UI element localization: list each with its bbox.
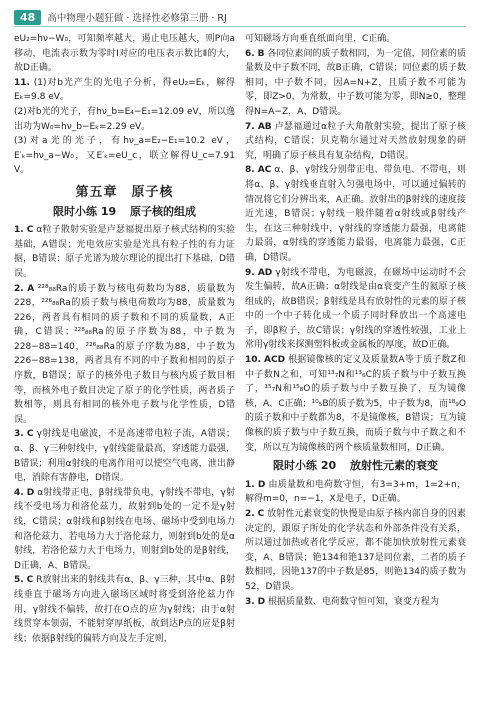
answer-key: C (26, 575, 34, 586)
answer-number: 7. (245, 121, 255, 132)
answer-key: C (26, 225, 34, 236)
section-heading-20 (245, 459, 466, 474)
answer-item (245, 266, 466, 354)
answer-11-line-2: (2)对b光的光子，有hν_b=E₄−E₁=12.09 eV，所以逸出功为W₀=hν_b−Eₖ=2.29 eV。 (14, 106, 235, 132)
answer-number: 1. (14, 225, 24, 236)
answer-11-line-1: (1)对b光产生的光电子分析，得eU₂=Eₖ，解得Eₖ=9.8 eV。 (14, 77, 235, 103)
answer-item (245, 47, 466, 120)
answer-number: 2. (14, 283, 24, 294)
page-header (14, 8, 466, 27)
page (14, 8, 466, 706)
answer-explanation: α、β、γ射线分别带正电、带负电、不带电，则将α、β、γ射线垂直射入匀强电场中，可以通过偏转的情况将它们分辨出来，A正确。放射出的β射线的速度接近光速，B错误；γ射线一般伴随着α射线或β射线产生，在这三种射线中，γ射线的穿透能力最强，电离能力最弱，α射线的穿透能力最弱，电离能力最强，C正确，D错误。 (245, 165, 466, 263)
answer-explanation: α射线带正电，β射线带负电，γ射线不带电，γ射线不受电场力和洛伦兹力，故射到b处的一定不是γ射线，C错误；α射线和β射线在电场、磁场中受到电场力和洛伦兹力，若电场力大于洛伦兹力，则射到b处的是α射线，若洛伦兹力大于电场力，则射到b处的是β射线，D正确，A、B错误。 (14, 487, 235, 571)
answer-explanation: 由质量数和电荷数守恒，有3=3+m，1=2+n，解得m=0，n=−1，X是电子，D正确。 (245, 479, 466, 505)
answer-explanation: 各同位素间的质子数相同，为一定值，同位素的质量数及中子数不同，故B正确，C错误；同位素的质子数相同，中子数不同，因A=N+Z，且质子数不可能为零，即Z>0，为常数，中子数可能为零，即N≥0，整理得N=A−Z，A、D错误。 (245, 48, 466, 117)
answer-explanation: 卢瑟福通过α粒子大角散射实验，提出了原子核式结构，C错误；贝克勒尔通过对天然放射现象的研究，明确了原子核具有复杂结构，D错误。 (245, 121, 466, 161)
answer-item (245, 478, 466, 507)
answer-key: A (27, 283, 35, 294)
answer-number: 3. (14, 429, 24, 440)
two-column-body (14, 32, 466, 646)
answer-item (245, 353, 466, 455)
answer-item (14, 223, 235, 281)
right-column (245, 32, 466, 646)
answer-item (245, 595, 466, 610)
chapter-title: 第五章 原子核 (75, 184, 174, 200)
section-title: 放射性元素的衰变 (349, 459, 438, 473)
answer-number: 9. (245, 267, 255, 278)
answer-item (14, 427, 235, 485)
answer-item (245, 163, 466, 265)
answer-key: ACD (264, 355, 286, 366)
left-column (14, 32, 235, 646)
book-title: 高中物理小题狂做 · 选择性必修第三册 · RJ (47, 13, 227, 24)
answer-key: AD (257, 267, 273, 278)
answer-key: D (257, 479, 266, 490)
answer-11-line-3: (3)对a光的光子，有hν_a=E₂−E₁=10.2 eV，E′ₖ=hν_a−W₀，又E′ₖ=eU_c，联立解得U_c=7.91 V。 (14, 136, 235, 176)
answer-number: 8. (245, 165, 255, 176)
answer-number: 3. (245, 596, 255, 607)
answer-number: 5. (14, 575, 24, 586)
answer-number: 4. (14, 487, 24, 498)
section-number: 限时小练 20 (273, 459, 337, 473)
answer-explanation: 放射性元素衰变的快慢是由原子核内部自身的因素决定的，跟原子所处的化学状态和外部条件没有关系，所以通过加热或者化学反应，都不能加快放射性元素衰变，A、B错误；铯134和铯137是同位素，二者的质子数相同，因铯137的中子数是85，则铯134的质子数为52，D错误。 (245, 509, 466, 592)
page-number: 48 (14, 10, 41, 25)
answer-11 (14, 76, 235, 105)
answer-explanation: γ射线是电磁波，不是高速带电粒子流，A错误；α、β、γ三种射线中，γ射线能量最高，穿透能力最强，B错误；利用α射线的电离作用可以使空气电离，泄出静电，消除有害静电，D错误。 (14, 429, 235, 484)
answer-item (245, 507, 466, 595)
answer-item (14, 486, 235, 574)
section-heading-19 (14, 205, 235, 220)
answer-item (14, 282, 235, 428)
answer-number: 11. (14, 77, 30, 88)
answer-key: B (257, 48, 265, 59)
answer-explanation: γ射线不带电，为电磁波，在磁场中运动时不会发生偏转，故A正确；α射线是由α衰变产生的氦原子核组成的，故B错误；β射线是具有放射性的元素的原子核中的一个中子转化成一个质子同时释放出一个高速电子，即β粒子，故C错误；γ射线的穿透性较强，工业上常用γ射线来探测塑料板或金属板的厚度，故D正确。 (245, 267, 466, 351)
answer-item (245, 120, 466, 164)
answer-key: D (257, 596, 266, 607)
answer-explanation: R放射出来的射线共有α、β、γ三种，其中α、β射线垂直于磁场方向进入磁场区域时将受到洛伦兹力作用，γ射线不偏转，故打在O点的应为γ射线；由于α射线贯穿本领弱，不能射穿厚纸板，故到达P点的应是β射线；依据β射线的偏转方向及左手定则， (14, 575, 235, 644)
answer-explanation: α粒子散射实验是卢瑟福提出原子核式结构的实验基础，A错误；光电效应实验是光具有粒子性的有力证据，B错误；原子光谱为玻尔理论的提出打下基础，D错误。 (14, 225, 235, 279)
answer-key: AB (257, 121, 272, 132)
answer-key: AC (257, 165, 272, 176)
answer-key: C (257, 509, 265, 519)
answer-key: C (26, 429, 34, 440)
continued-text: eU₂=hν−W₀，可知频率越大，遏止电压越大，则P向a移动，电流表示数为零时Ⅰ对应的电压表示数比Ⅱ的大，故D正确。 (14, 34, 235, 74)
answer-explanation: 根据镜像核的定义及质量数A等于质子数Z和中子数N之和，可知¹³₇N和¹³₆C的质子数与中子数互换了，¹⁵₇N和¹⁵₈O的质子数与中子数互换了，互为镜像核，A、C正确；¹⁰₅B的质子数为5，中子数为8，而¹⁸₉O的质子数和中子数都为8，不是镜像核，B错误；互为镜像核的质子数与中子数互换，而质子数与中子数之和不变，所以互为镜像核的两个核质量数相同，D正确。 (245, 355, 466, 453)
answer-number: 6. (245, 48, 255, 59)
section-title: 原子核的组成 (129, 204, 196, 218)
answer-number: 2. (245, 509, 255, 519)
answer-item (14, 573, 235, 646)
answer-number: 1. (245, 479, 255, 490)
answer-number: 10. (245, 355, 261, 366)
answer-explanation: ²²⁸₈₈Ra的质子数与核电荷数均为88，质量数为228，²²⁶₈₈Ra的质子数与核电荷数均为88，质量数为226，两者具有相同的质子数和不同的质量数，A正确，C错误；²²⁸₈₈Ra的原子序数为88，中子数为228−88=140，²²⁶₈₈Ra的原子序数为88，中子数为226−88=138，两者具有不同的中子数和相同的原子序数，B错误；原子的核外电子数目与核内质子数目相等，而核外电子数目决定了原子的化学性质，两者质子数相等，则具有相同的核外电子数与化学性质，D错误。 (14, 283, 235, 425)
answer-key: D (26, 487, 35, 498)
continued-text: 可知磁场方向垂直纸面向里，C正确。 (245, 34, 396, 44)
section-number: 限时小练 19 (53, 204, 117, 218)
answer-explanation: 根据质量数、电荷数守恒可知，衰变方程为 (267, 596, 439, 607)
